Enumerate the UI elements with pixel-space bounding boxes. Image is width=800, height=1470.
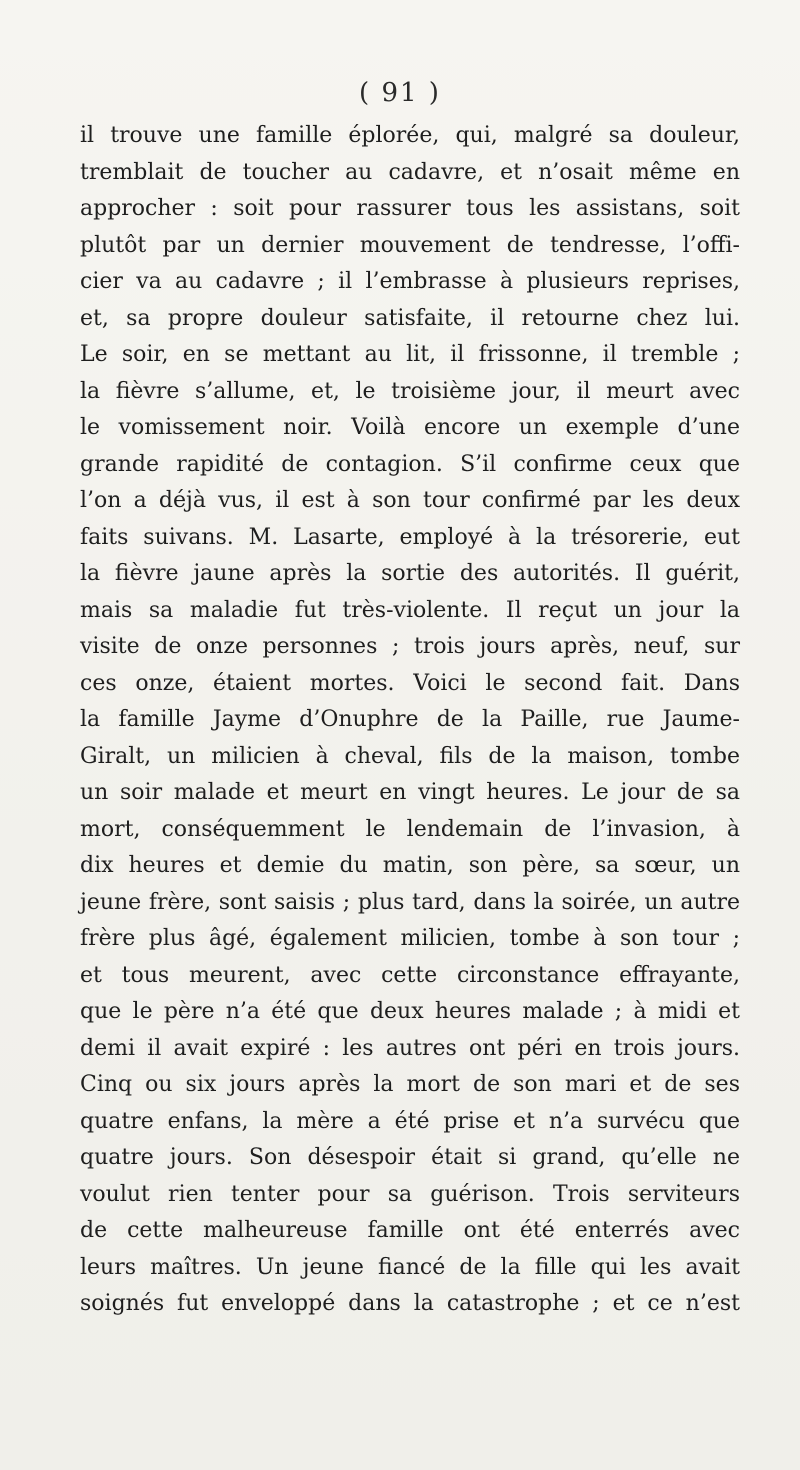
text-line: demi il avait expiré : les autres ont péri en trois jours. — [80, 1035, 740, 1061]
text-line: plutôt par un dernier mouvement de tendresse, l’offi- — [80, 232, 740, 258]
text-line: jeune frère, sont saisis ; plus tard, dans la soirée, un autre — [80, 889, 740, 915]
text-line: le vomissement noir. Voilà encore un exemple d’une — [80, 415, 740, 440]
text-line: tremblait de toucher au cadavre, et n’osait même en — [80, 159, 740, 185]
text-line: la fièvre s’allume, et, le troisième jour, il meurt avec — [80, 378, 740, 404]
page-number: ( 91 ) — [359, 78, 441, 108]
text-line: voulut rien tenter pour sa guérison. Trois serviteurs — [80, 1181, 740, 1207]
text-line: quatre enfans, la mère a été prise et n’a survécu que — [80, 1108, 740, 1134]
text-line: faits suivans. M. Lasarte, employé à la trésorerie, eut — [80, 524, 740, 550]
text-line: mort, conséquemment le lendemain de l’invasion, à — [80, 816, 740, 842]
text-line: leurs maîtres. Un jeune fiancé de la fille qui les avait — [80, 1254, 740, 1280]
body-text — [80, 118, 740, 1323]
text-line: frère plus âgé, également milicien, tombe à son tour ; — [80, 926, 740, 951]
text-line: cier va au cadavre ; il l’embrasse à plusieurs reprises, — [80, 269, 740, 294]
text-line: grande rapidité de contagion. S’il confirme ceux que — [80, 451, 740, 477]
text-line: dix heures et demie du matin, son père, sa sœur, un — [80, 853, 740, 878]
text-line: soignés fut enveloppé dans la catastrophe ; et ce n’est — [80, 1291, 740, 1316]
text-line: un soir malade et meurt en vingt heures. Le jour de sa — [80, 780, 740, 805]
text-line: approcher : soit pour rassurer tous les assistans, soit — [80, 196, 740, 221]
text-line: la famille Jayme d’Onuphre de la Paille, rue Jaume- — [80, 707, 740, 732]
text-line: mais sa maladie fut très-violente. Il reçut un jour la — [80, 597, 740, 623]
text-line: et, sa propre douleur satisfaite, il retourne chez lui. — [80, 305, 740, 331]
text-line: et tous meurent, avec cette circonstance effrayante, — [80, 962, 740, 988]
text-line: visite de onze personnes ; trois jours après, neuf, sur — [80, 634, 740, 659]
text-line: Giralt, un milicien à cheval, fils de la maison, tombe — [80, 743, 740, 769]
text-line: il trouve une famille éplorée, qui, malgré sa douleur, — [80, 123, 740, 148]
text-line: quatre jours. Son désespoir était si grand, qu’elle ne — [80, 1145, 740, 1170]
text-line: de cette malheureuse famille ont été enterrés avec — [80, 1218, 740, 1243]
text-line: l’on a déjà vus, il est à son tour confirmé par les deux — [80, 488, 740, 513]
text-line: la fièvre jaune après la sortie des autorités. Il guérit, — [80, 561, 740, 586]
text-line: Le soir, en se mettant au lit, il frissonne, il tremble ; — [80, 342, 740, 367]
text-line: ces onze, étaient mortes. Voici le second fait. Dans — [80, 670, 740, 696]
text-line: Cinq ou six jours après la mort de son mari et de ses — [80, 1072, 740, 1097]
text-line: que le père n’a été que deux heures malade ; à midi et — [80, 999, 740, 1024]
